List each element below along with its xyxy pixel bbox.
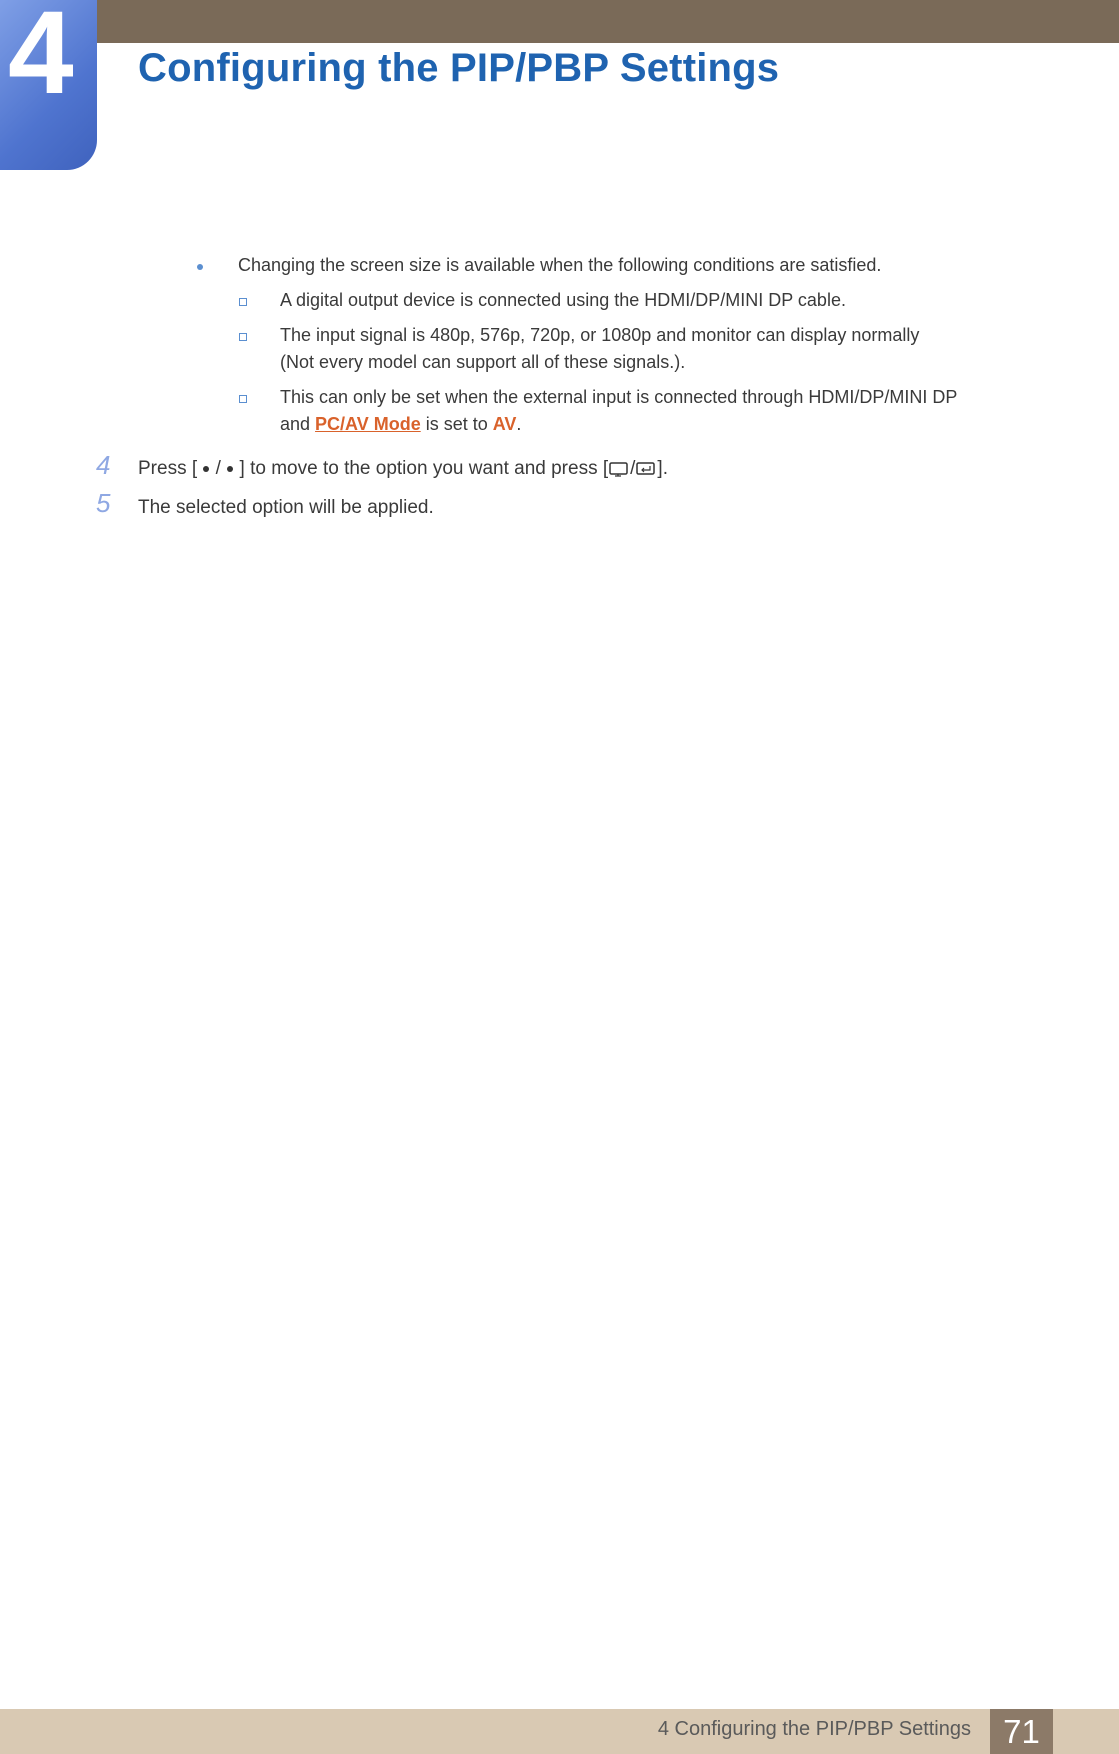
header-bar [0,0,1119,43]
icon-separator: / [630,458,636,479]
condition-line: (Not every model can support all of these signals.). [280,352,686,372]
chapter-number: 4 [8,0,74,119]
square-bullet-icon [239,333,247,341]
footer-chapter-label: 4 Configuring the PIP/PBP Settings [657,1718,971,1740]
condition-text [280,322,919,376]
step-text [138,455,668,482]
condition-line [280,411,957,438]
step-number: 5 [96,488,111,518]
step-separator: / [210,458,227,479]
pc-av-mode-link[interactable]: PC/AV Mode [315,414,421,434]
condition-and: and [280,414,316,434]
enter-icon [635,461,657,477]
square-bullet-icon [239,395,247,403]
page-number-box [990,1709,1053,1754]
bullet-dot-icon [197,264,203,270]
condition-line: The input signal is 480p, 576p, 720p, or 1080p and monitor can display normally [280,325,920,345]
bullet-text: Changing the screen size is available when the following conditions are satisfied. [238,255,882,275]
square-bullet-icon [239,298,247,306]
condition-line: This can only be set when the external input is connected through HDMI/DP/MINI DP [280,387,958,407]
condition-text: A digital output device is connected using the HDMI/DP/MINI DP cable. [280,290,846,310]
step-text-middle: ] to move to the option you want and press [ [234,458,609,479]
condition-mid: is set to [420,414,493,434]
page-number: 71 [1003,1713,1040,1750]
source-icon [608,461,630,477]
condition-end: . [516,414,522,434]
av-value: AV [492,414,517,434]
page-title: Configuring the PIP/PBP Settings [138,46,780,90]
condition-text [280,384,957,438]
step-text: The selected option will be applied. [138,497,434,518]
step-text-before: Press [ [138,458,203,479]
step-number: 4 [96,450,111,480]
chapter-tab [0,0,97,170]
step-text-after: ]. [657,458,668,479]
